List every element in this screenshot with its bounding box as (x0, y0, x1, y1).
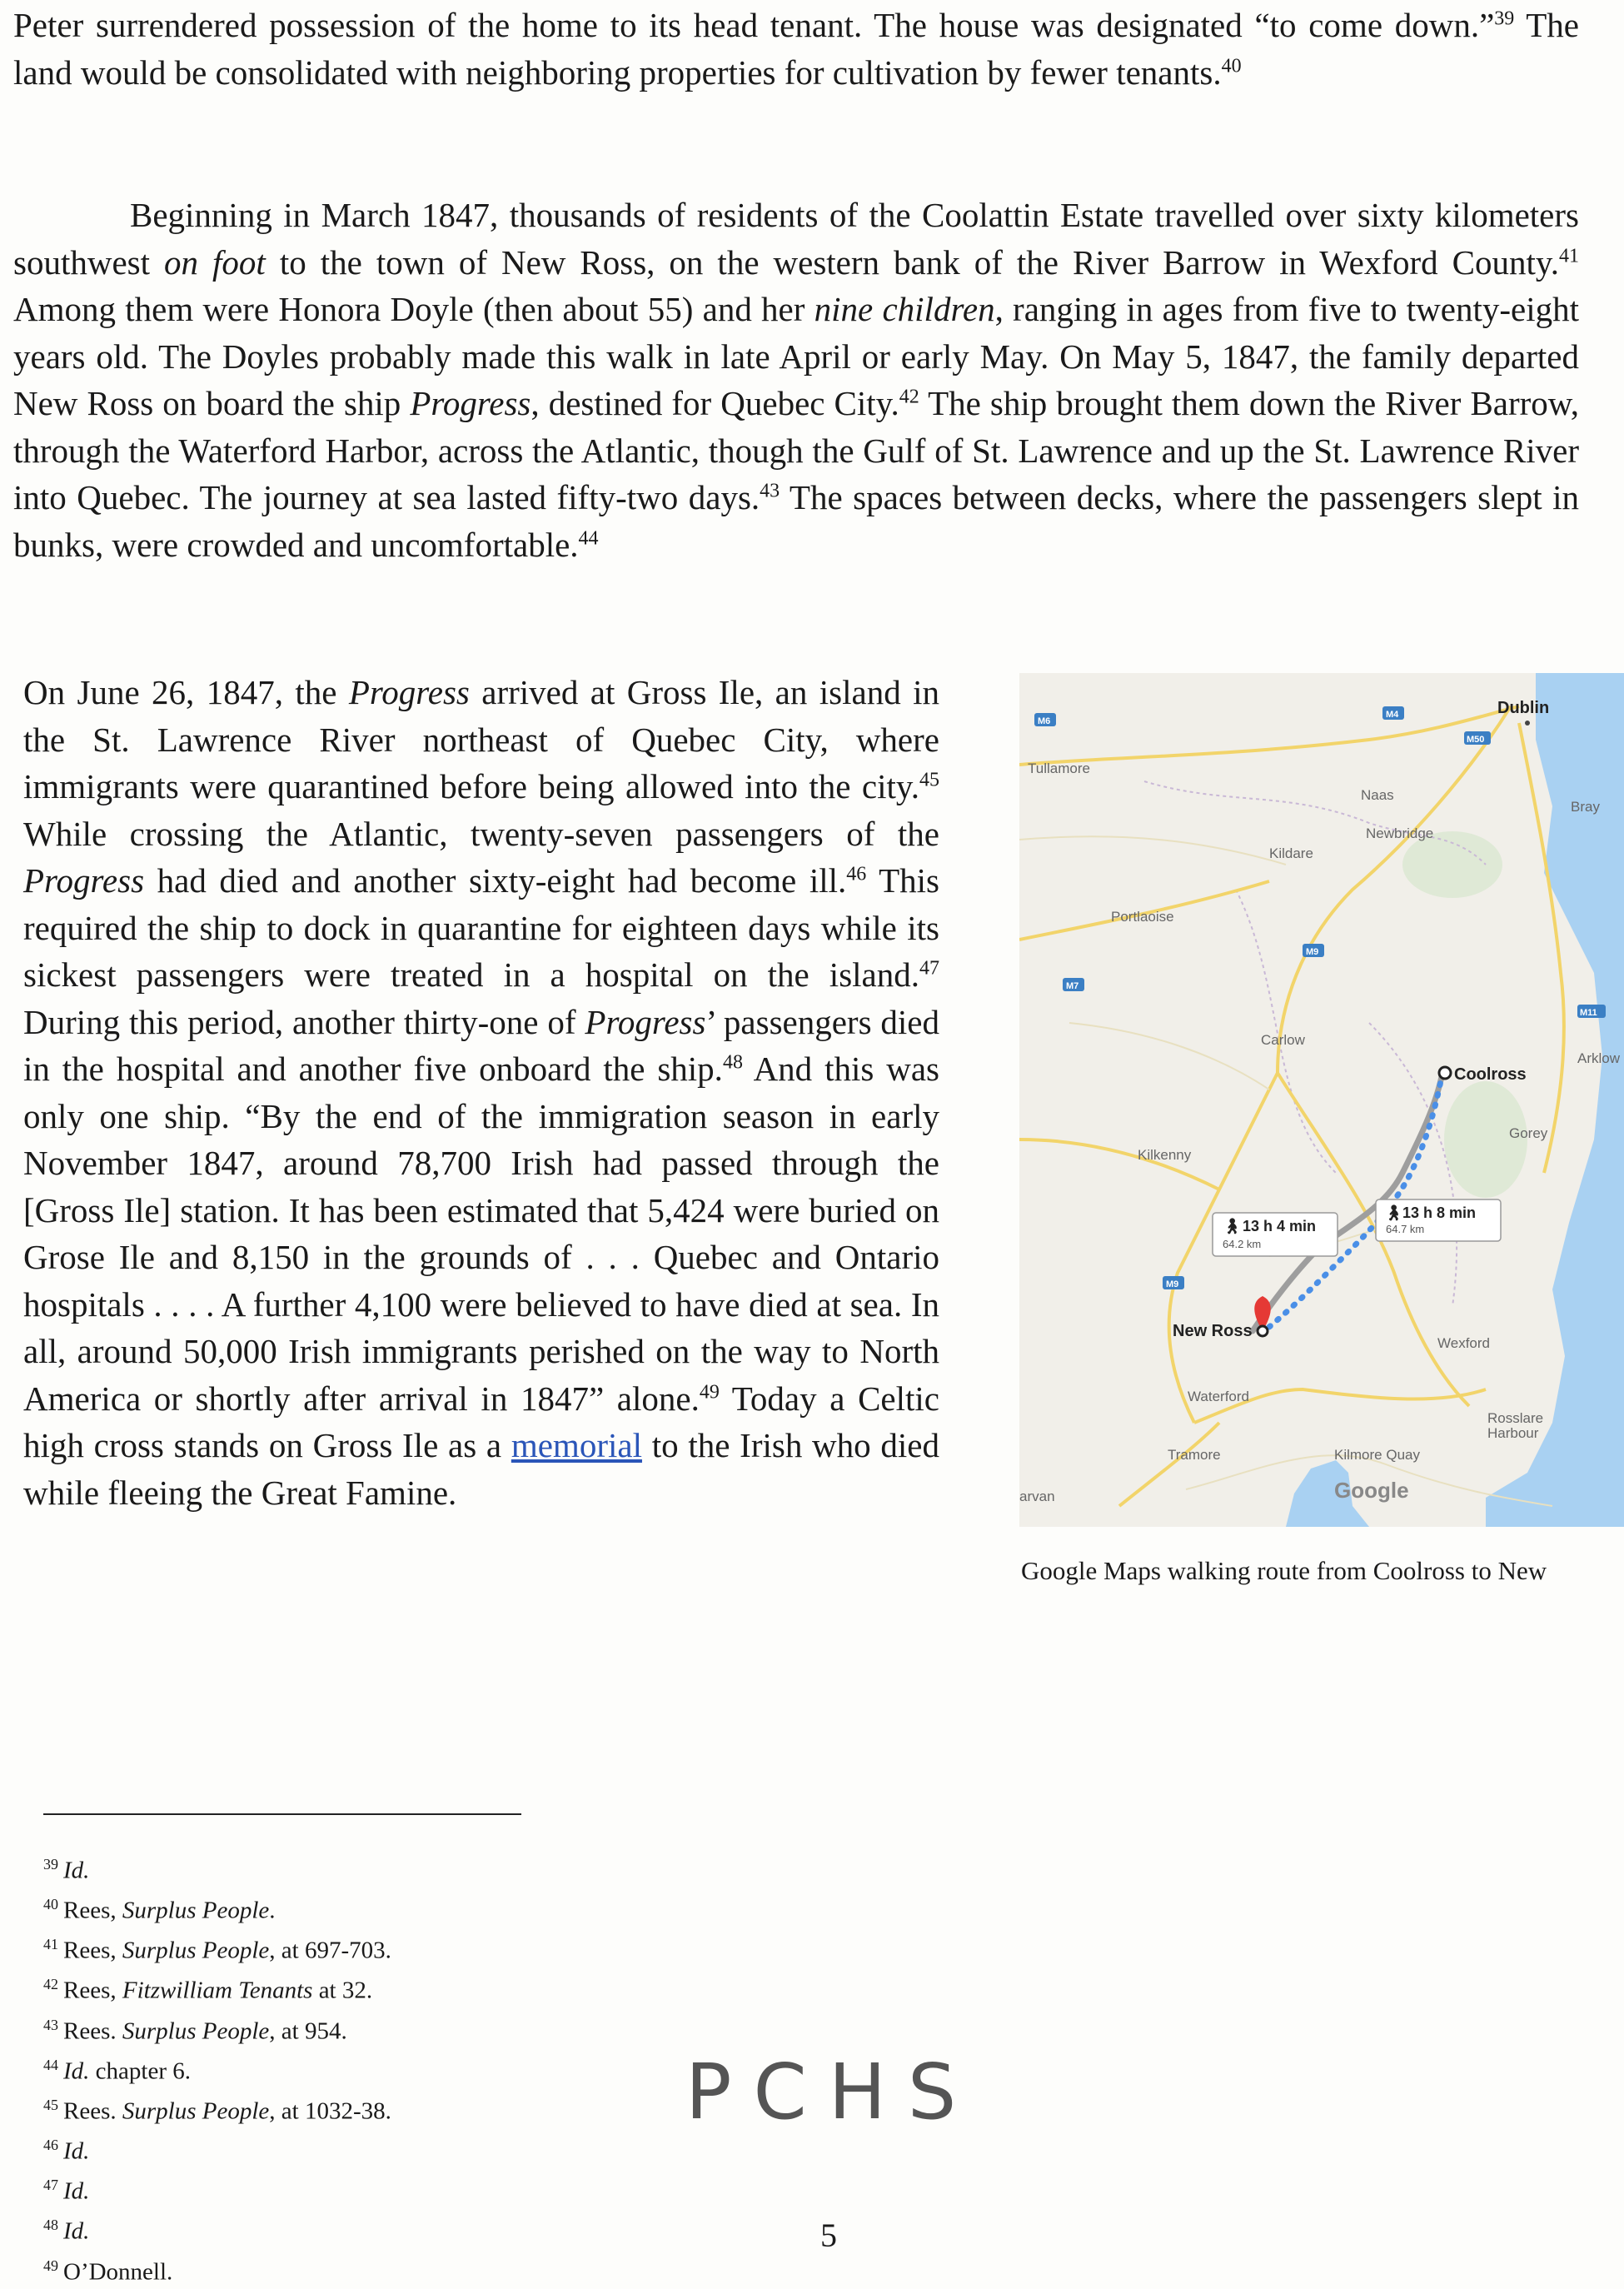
label-bray: Bray (1571, 799, 1600, 815)
footnote-item (43, 2249, 626, 2289)
label-tullamore: Tullamore (1028, 761, 1090, 776)
road-shield-m9 (1303, 944, 1324, 957)
footnote-title: Surplus People (122, 1897, 270, 1924)
footnote-text: , at 954. (269, 2017, 347, 2045)
footnote-number: 49 (43, 2257, 58, 2274)
footnote-title: Id. (63, 2218, 90, 2246)
label-harbour: Harbour (1487, 1425, 1539, 1441)
label-wexford: Wexford (1437, 1335, 1490, 1351)
label-rosslare: Rosslare (1487, 1410, 1544, 1426)
footnote-ref[interactable]: 44 (578, 526, 599, 549)
footnote-title: Id. (63, 2057, 90, 2085)
alt-route-info[interactable] (1376, 1199, 1501, 1241)
svg-text:13 h 8 min: 13 h 8 min (1402, 1204, 1477, 1221)
pchs-watermark: PCHS (685, 2047, 979, 2137)
route-map[interactable] (1019, 673, 1624, 1527)
footnote-ref[interactable]: 47 (919, 957, 939, 980)
label-dungarvan: arvan (1019, 1489, 1055, 1504)
svg-text:🚶︎: 🚶︎ (1384, 1204, 1403, 1221)
footnote-ref[interactable]: 42 (899, 386, 919, 408)
footnote-text: O’Donnell. (63, 2258, 173, 2286)
footnote-item (43, 2088, 626, 2128)
label-newbridge: Newbridge (1366, 825, 1434, 841)
footnote-text: chapter 6. (89, 2057, 192, 2085)
svg-text:64.7 km: 64.7 km (1386, 1223, 1425, 1235)
road-shield-m9-south (1163, 1276, 1184, 1289)
paragraph-gross-ile: On June 26, 1847, the Progress arrived at Gross Ile, an island in the St. Lawrence River northeast of Quebec City, where immigrants were quarantined before being allowed into the city.$^{45}$ While crossing the Atlantic, twenty-seven passengers of the Progress had died and another sixty-eight had become ill.$^{46}$ This required the ship to dock in quarantine for eighteen days while its sickest passengers were treated in a hospital on the island.$^{47}$ During this period, another thirty-one of Progress’ passengers died in the hospital and another five onboard the ship.$^{48}$ And this was only one ship. “By the end of the immigration season in early November 1847, around 78,700 Irish had passed through the [Gross Ile] station. It has been estimated that 5,424 were buried on Grose Ile and 8,150 in the grounds of . . . Quebec and Ontario hospitals . . . . A further 4,100 were believed to have died at sea. In all, around 50,000 Irish immigrants perished on the way to North America or shortly after arrival in 1847” alone.$^{49}$ Today a Celtic high cross stands on Gross Ile as a memorial to the Irish who died while fleeing the Great Famine. (23, 673, 940, 1512)
footnote-number: 44 (43, 2056, 58, 2073)
svg-text:M9: M9 (1166, 1279, 1179, 1289)
svg-text:M7: M7 (1066, 981, 1079, 991)
footnote-text: at 32. (312, 1977, 373, 2005)
footnote-text: , at 697-703. (269, 1937, 391, 1964)
footnote-text: Rees, (63, 1937, 122, 1964)
label-naas: Naas (1361, 787, 1394, 803)
paragraph-journey: Beginning in March 1847, thousands of residents of the Coolattin Estate travelled over sixty kilometers southwest on foot to the town of New Ross, on the western bank of the River Barrow in Wexford County.$^{41}$ Among them were Honora Doyle (then about 55) and her nine children, ranging in ages from five to twenty-eight years old. The Doyles probably made this walk in late April or early May. On May 5, 1847, the family departed New Ross on board the ship Progress, destined for Quebec City.$^{42}$ The ship brought them down the River Barrow, through the Waterford Harbor, across the Atlantic, though the Gulf of St. Lawrence and up the St. Lawrence River into Quebec. The journey at sea lasted fifty-two days.$^{43}$ The spaces between decks, where the passengers slept in bunks, were crowded and uncomfortable.$^{44}$ (13, 196, 1579, 564)
footnote-text: Rees, (63, 1977, 122, 2005)
footnote-title: Id. (63, 1857, 90, 1884)
label-tramore: Tramore (1168, 1447, 1221, 1463)
road-shield-m11 (1577, 1005, 1606, 1018)
label-new-ross: New Ross (1173, 1322, 1253, 1340)
page-number: 5 (820, 2217, 837, 2254)
label-kilkenny: Kilkenny (1138, 1147, 1192, 1163)
footnotes-list (43, 1848, 626, 2289)
footnote-number: 39 (43, 1856, 58, 1873)
memorial-link[interactable]: memorial (511, 1426, 642, 1464)
footnote-number: 45 (43, 2096, 58, 2113)
walking-route-info[interactable] (1213, 1213, 1338, 1256)
footnote-ref[interactable]: 43 (760, 480, 780, 502)
footnote-ref[interactable]: 41 (1559, 244, 1579, 267)
road-shield-m50 (1464, 731, 1491, 745)
label-kilmore-quay: Kilmore Quay (1334, 1447, 1420, 1463)
label-arklow: Arklow (1577, 1050, 1621, 1066)
footnote-title: Surplus People (122, 2097, 270, 2125)
footnote-item (43, 2208, 626, 2248)
footnote-number: 40 (43, 1896, 58, 1913)
footnote-item (43, 1848, 626, 1888)
footnote-number: 42 (43, 1976, 58, 1993)
paragraph-house-surrender: Peter surrendered possession of the home to its head tenant. The house was designated “to come down.”$^{39}$ The land would be consolidated with neighboring properties for cultivation by fewer tenants.$^{40}$ (13, 6, 1579, 92)
footnote-text: Rees, (63, 1897, 122, 1924)
road-shield-m7 (1063, 978, 1084, 991)
footnote-text: Rees. (63, 2097, 122, 2125)
footnote-ref[interactable]: 48 (722, 1051, 743, 1074)
map-caption: Google Maps walking route from Coolross to New (1021, 1556, 1547, 1585)
label-carlow: Carlow (1261, 1032, 1305, 1048)
footnote-divider (43, 1813, 521, 1815)
footnote-item (43, 1967, 626, 2007)
svg-text:M9: M9 (1306, 947, 1319, 957)
footnote-number: 47 (43, 2177, 58, 2194)
footnote-ref[interactable]: 40 (1221, 54, 1242, 77)
footnote-item (43, 2128, 626, 2168)
footnote-number: 41 (43, 1936, 58, 1953)
footnote-title: Surplus People (122, 1937, 270, 1964)
footnote-title: Fitzwilliam Tenants (122, 1977, 313, 2005)
svg-text:M4: M4 (1386, 710, 1399, 720)
svg-text:🚶︎: 🚶︎ (1223, 1218, 1242, 1234)
label-kildare: Kildare (1269, 845, 1313, 861)
footnote-text: Rees. (63, 2017, 122, 2045)
footnote-ref[interactable]: 45 (919, 769, 939, 791)
label-gorey: Gorey (1509, 1125, 1548, 1141)
svg-text:13 h 4 min: 13 h 4 min (1243, 1218, 1317, 1234)
label-portlaoise: Portlaoise (1111, 909, 1174, 925)
footnote-item (43, 2048, 626, 2088)
footnote-number: 46 (43, 2137, 58, 2154)
footnote-ref[interactable]: 49 (699, 1380, 720, 1403)
footnote-text: . (269, 1897, 276, 1924)
footnote-number: 48 (43, 2217, 58, 2234)
label-dublin: Dublin (1497, 699, 1550, 717)
footnote-title: Id. (63, 2137, 90, 2165)
footnote-ref[interactable]: 46 (846, 863, 867, 885)
new-ross-pin (1254, 1296, 1271, 1336)
footnote-ref[interactable]: 39 (1494, 7, 1515, 30)
footnote-title: Surplus People (122, 2017, 270, 2045)
road-shield-m4 (1382, 706, 1404, 720)
footnote-text: , at 1032-38. (269, 2097, 391, 2125)
svg-text:M11: M11 (1580, 1008, 1597, 1018)
footnote-item (43, 1888, 626, 1927)
label-coolross: Coolross (1454, 1065, 1527, 1084)
footnote-item (43, 1927, 626, 1967)
svg-text:M50: M50 (1467, 735, 1485, 745)
coolross-marker (1439, 1067, 1451, 1079)
footnote-number: 43 (43, 2016, 58, 2033)
footnote-title: Id. (63, 2177, 90, 2205)
label-waterford: Waterford (1188, 1389, 1250, 1404)
svg-text:64.2 km: 64.2 km (1223, 1238, 1262, 1250)
footnote-item (43, 2168, 626, 2208)
svg-text:M6: M6 (1038, 716, 1051, 726)
google-logo: Google (1334, 1478, 1409, 1503)
road-shield-m6 (1034, 713, 1056, 726)
footnote-item (43, 2008, 626, 2048)
